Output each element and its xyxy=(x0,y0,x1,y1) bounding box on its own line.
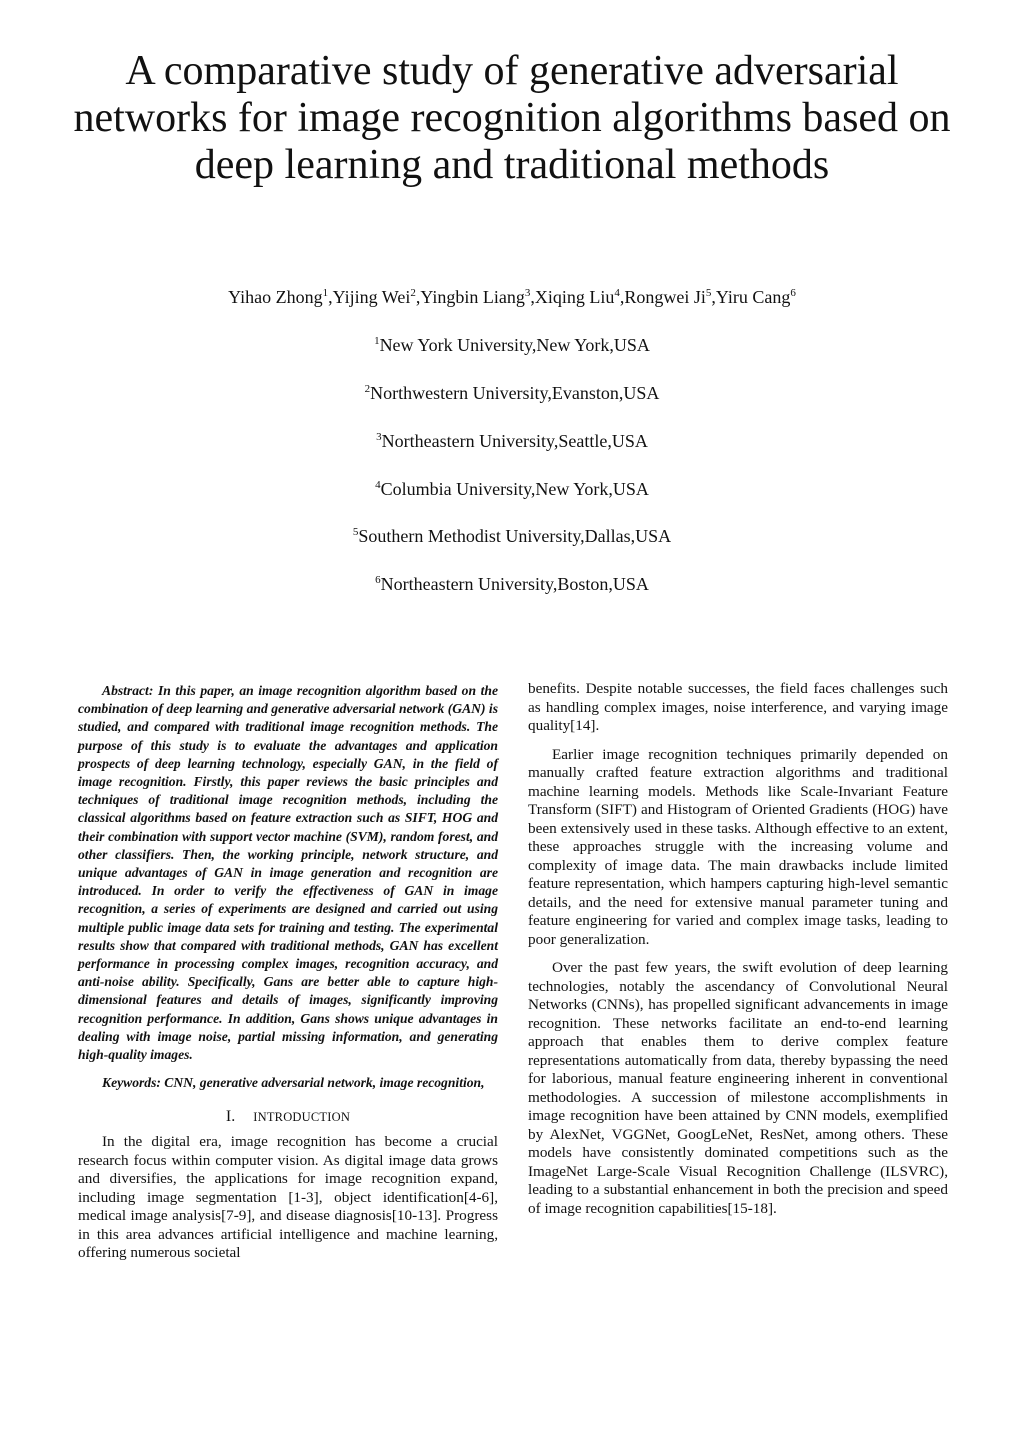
affiliation-text: Columbia University,New York,USA xyxy=(380,479,649,499)
affiliation xyxy=(0,525,1024,547)
affiliation-text: New York University,New York,USA xyxy=(379,335,650,355)
section-heading xyxy=(78,1108,498,1127)
section-title: INTRODUCTION xyxy=(253,1110,351,1125)
affiliation-text: Northeastern University,Boston,USA xyxy=(380,574,649,594)
author-sep: , xyxy=(328,287,333,307)
body-paragraph: Over the past few years, the swift evolution of deep learning technologies, notably the ascendancy of Convolutional Neural Networks (CNNs), has propelled significant advancements in image recognition. These networks facilitate an end-to-end learning approach that enables them to derive complex feature representations automatically from data, thereby bypassing the need for laborious, manual feature engineering inherent in conventional methodologies. A succession of milestone accomplishments in image recognition have been attained by CNN models, exemplified by AlexNet, VGGNet, GoogLeNet, ResNet, among others. These models have consistently dominated competitions such as the ImageNet Large-Scale Visual Recognition Challenge (ILSVRC), leading to a substantial enhancement in both the precision and speed of image recognition capabilities[15-18]. xyxy=(528,959,948,1217)
affiliation xyxy=(0,573,1024,595)
affiliation xyxy=(0,382,1024,404)
right-column xyxy=(528,680,948,1218)
affiliation-sup: 5 xyxy=(352,526,359,538)
abstract: Abstract: In this paper, an image recognition algorithm based on the combination of deep learning and generative adversarial network (GAN) is studied, and compared with traditional image recognition methods. The purpose of this study is to evaluate the advantages and application prospects of deep learning technology, especially GAN, in the field of image recognition. Firstly, this paper reviews the basic principles and techniques of traditional image recognition methods, including the classical algorithms based on feature extraction such as SIFT, HOG and their combination with support vector machine (SVM), random forest, and other classifiers. Then, the working principle, network structure, and unique advantages of GAN in image generation and recognition are introduced. In order to verify the effectiveness of GAN in image recognition, a series of experiments are designed and carried out using multiple public image data sets for training and testing. The experimental results show that compared with traditional methods, GAN has excellent performance in processing complex images, recognition accuracy, and anti-noise ability. Specifically, Gans are better able to capture high-dimensional features and details of images, significantly improving recognition performance. In addition, Gans shows unique advantages in dealing with image noise, partial missing information, and generating high-quality images. xyxy=(78,683,498,1063)
affiliation-text: Northwestern University,Evanston,USA xyxy=(370,383,660,403)
title-line-2: networks for image recognition algorithms based on xyxy=(73,95,951,141)
affiliation-sup: 2 xyxy=(364,383,371,395)
author-sup: 1 xyxy=(322,287,329,299)
author-name: Yihao Zhong xyxy=(228,287,323,307)
author-name: Xiqing Liu xyxy=(534,287,615,307)
author-sep: , xyxy=(619,287,625,307)
affiliation-sup: 3 xyxy=(376,431,382,443)
affiliation xyxy=(0,334,1024,356)
title-line-1: A comparative study of generative adversarial xyxy=(125,48,899,94)
affiliation-text: Southern Methodist University,Dallas,USA xyxy=(358,526,672,546)
author-name: Yijing Wei xyxy=(332,287,411,307)
left-column xyxy=(78,682,498,1263)
affiliation-text: Northeastern University,Seattle,USA xyxy=(381,431,648,451)
author-name: Rongwei Ji xyxy=(624,287,706,307)
author-sup: 3 xyxy=(524,287,531,299)
affiliation xyxy=(0,430,1024,452)
affiliation-sup: 4 xyxy=(375,479,381,491)
author-sep: , xyxy=(711,287,716,307)
affiliation-sup: 1 xyxy=(374,335,380,347)
author-sup: 5 xyxy=(705,287,712,299)
author-name: Yiru Cang xyxy=(715,287,791,307)
paper-title xyxy=(60,48,964,189)
body-paragraph: Earlier image recognition techniques primarily depended on manually crafted feature extraction algorithms and traditional machine learning models. Methods like Scale-Invariant Feature Transform (SIFT) and Histogram of Oriented Gradients (HOG) have been extensively used in these tasks. Although effective to an extent, these approaches struggle with the increasing volume and complexity of image data. The main drawbacks include limited feature representation, which hampers capturing high-level semantic details, and the need for extensive manual parameter tuning and feature engineering for varied and complex image tasks, leading to poor generalization. xyxy=(528,745,948,948)
affiliation-sup: 6 xyxy=(375,574,381,586)
affiliation xyxy=(0,478,1024,500)
keywords: Keywords: CNN, generative adversarial network, image recognition, xyxy=(102,1075,485,1091)
title-line-3: deep learning and traditional methods xyxy=(194,142,830,188)
author-list xyxy=(0,286,1024,308)
body-paragraph-continued: benefits. Despite notable successes, the field faces challenges such as handling complex images, noise interference, and varying image quality[14]. xyxy=(528,680,948,734)
intro-paragraph: In the digital era, image recognition has become a crucial research focus within computer vision. As digital image data grows and diversifies, the applications for image recognition expand, including image segmentation [1-3], object identification[4-6], medical image analysis[7-9], and disease diagnosis[10-13]. Progress in this area advances artificial intelligence and machine learning, offering numerous societal xyxy=(78,1133,498,1262)
author-sup: 4 xyxy=(614,287,620,299)
author-sep: , xyxy=(415,287,421,307)
section-number: I. xyxy=(225,1108,236,1126)
author-sup: 2 xyxy=(410,287,416,299)
author-sup: 6 xyxy=(790,287,796,299)
author-sep: , xyxy=(530,287,535,307)
author-name: Yingbin Liang xyxy=(420,287,525,307)
